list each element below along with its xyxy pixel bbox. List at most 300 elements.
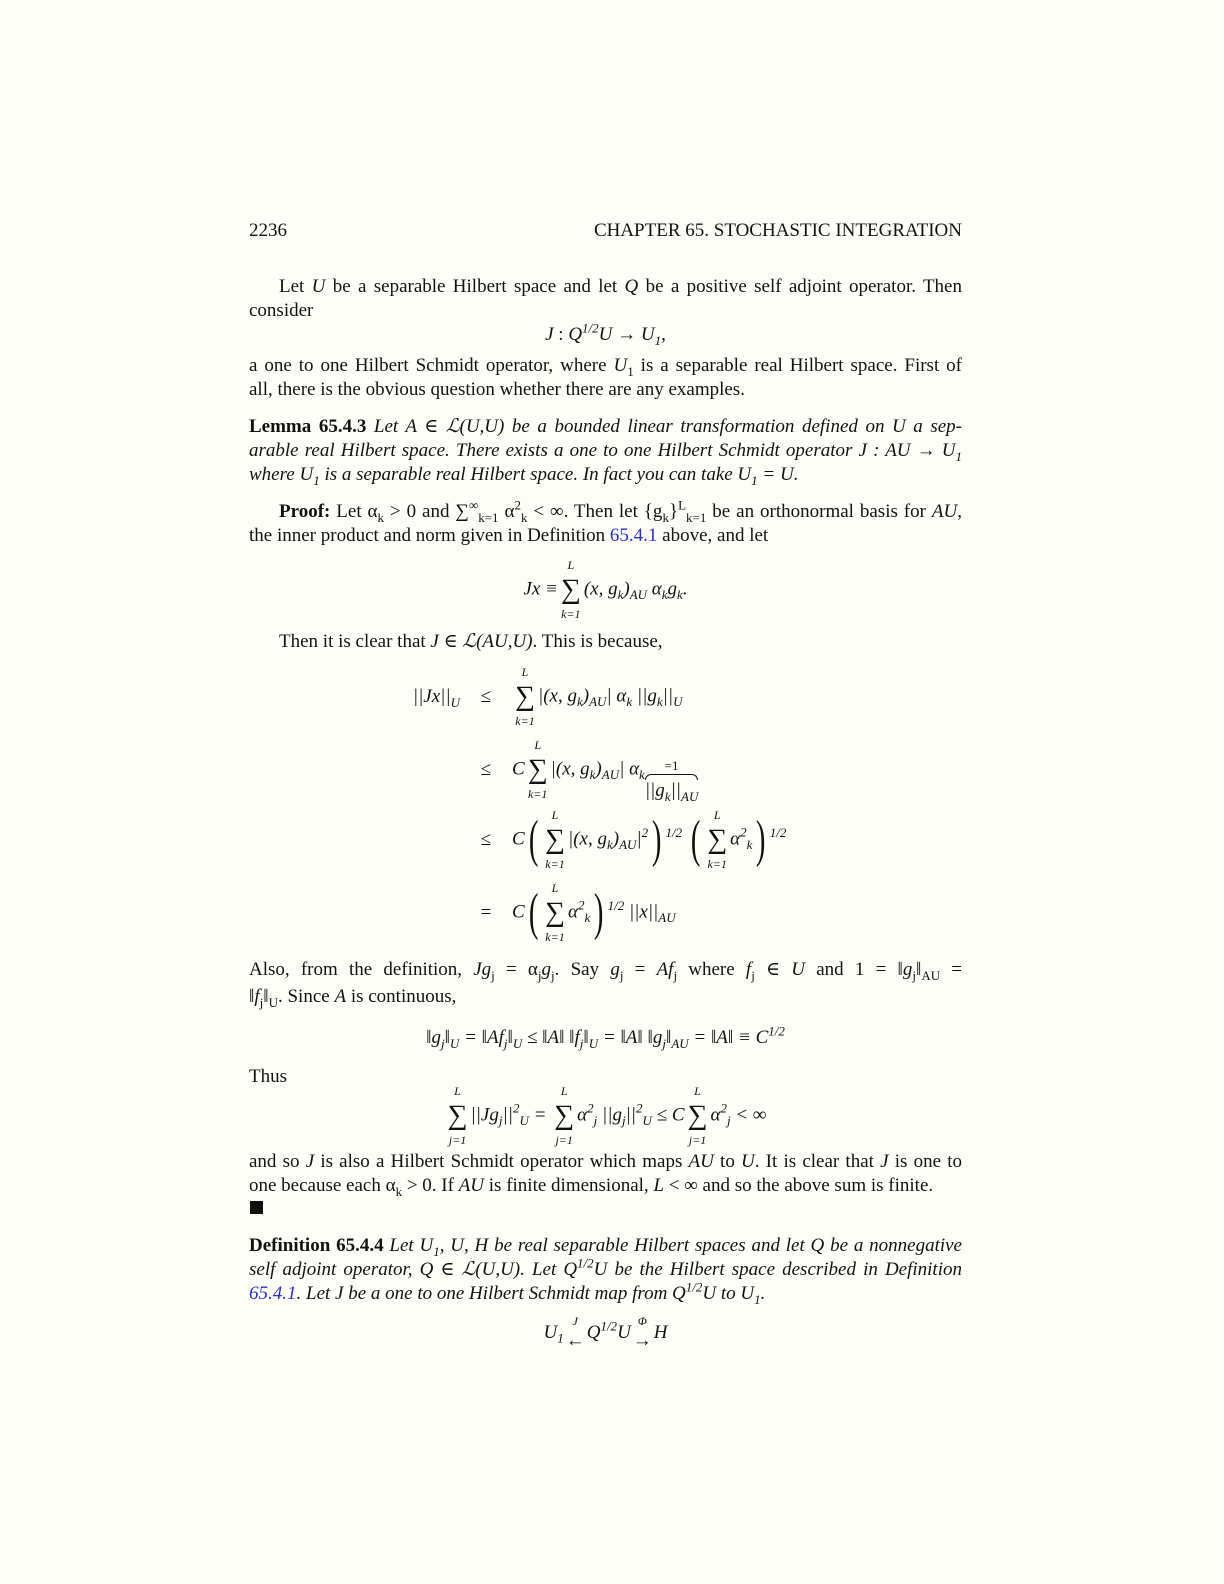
text-segment: . This is because, (532, 631, 663, 652)
sub-superscript (636, 1101, 652, 1129)
text-segment: |(x, g (567, 828, 607, 850)
text-segment: AU (458, 1175, 485, 1196)
paragraph-line (249, 354, 962, 378)
text-segment: be a positive self adjoint operator. Then (638, 276, 962, 297)
text-segment: < ∞ and so the above sum is finite. (664, 1175, 934, 1196)
subscript: 1 (955, 448, 962, 464)
sum-upper-limit: L (551, 808, 559, 822)
text-segment: α (730, 828, 741, 850)
subscript: k (377, 509, 384, 525)
paragraph-line (249, 985, 962, 1009)
text-segment: ‖ (583, 1027, 589, 1048)
subscript: j (579, 1035, 584, 1051)
align-rhs (512, 665, 682, 729)
text-segment: one because each α (249, 1175, 396, 1196)
superscript: 2 (720, 1101, 727, 1117)
text-segment: f (254, 986, 260, 1007)
text-segment: ||Jx|| (412, 686, 451, 707)
subscript: k (656, 694, 663, 710)
text-segment: < ∞. Then let {g (527, 501, 663, 522)
subscript: k (584, 910, 591, 926)
text-segment: be a separable Hilbert space and let (325, 276, 625, 297)
text-segment: Q (586, 1321, 601, 1343)
arrow-label: Φ (637, 1314, 647, 1328)
sub-superscript (678, 497, 707, 525)
align-rhs (512, 881, 676, 945)
sum-lower-limit: k=1 (515, 714, 535, 728)
cross-reference-link[interactable]: 65.4.1 (609, 525, 658, 546)
summation (688, 1084, 708, 1148)
proof-line (249, 497, 962, 525)
superscript: 1/2 (582, 320, 599, 336)
paragraph-line (249, 299, 962, 323)
text-segment: arable real Hilbert space. There exists a one to one Hilbert Schmidt operator J : AU → U (249, 440, 956, 461)
paragraph-line (249, 630, 962, 654)
text-segment: is one to (888, 1151, 962, 1172)
text-segment: is also a Hilbert Schmidt operator which maps (314, 1151, 689, 1172)
subscript: 1 (751, 472, 758, 488)
sigma-symbol: ∑ (447, 1100, 468, 1131)
text-segment: is a separable real Hilbert space. In fact you can take U (319, 464, 752, 485)
subscript: AU (671, 1035, 689, 1051)
superscript: 2 (641, 825, 649, 841)
align-row (380, 808, 786, 872)
sigma-symbol: ∑ (545, 897, 565, 928)
text-segment: g (610, 959, 620, 980)
text-segment: Let (279, 276, 312, 297)
text-segment: } (668, 501, 679, 522)
lemma-statement (249, 415, 962, 439)
sum-upper-limit: L (560, 1084, 568, 1098)
superscript: ∞ (468, 497, 479, 513)
display-equation (249, 558, 962, 622)
text-segment: L (653, 1175, 665, 1196)
subscript: AU (658, 910, 676, 926)
sum-lower-limit: k=1 (707, 857, 727, 871)
text-segment: α (567, 901, 578, 923)
subscript: AU (619, 837, 637, 853)
text-segment: : (553, 324, 569, 345)
text-segment: U (598, 324, 613, 345)
subscript: k (395, 1183, 403, 1199)
sigma-symbol: ∑ (707, 824, 728, 855)
subscript: j (673, 967, 678, 983)
sigma-symbol: ∑ (545, 824, 565, 855)
sum-lower-limit: k=1 (527, 787, 548, 801)
text-segment: Also, from the definition, (249, 959, 474, 980)
text-segment: Proof: (279, 501, 331, 522)
sum-upper-limit: L (534, 738, 542, 752)
sum-upper-limit: L (521, 665, 529, 679)
page-number: 2236 (249, 220, 287, 241)
subscript: 1 (754, 1291, 761, 1307)
summation (561, 558, 581, 622)
subscript: k (626, 694, 633, 710)
subscript: 1 (627, 363, 634, 379)
text-segment: = (940, 959, 963, 980)
text-segment: |(x, g (550, 758, 590, 780)
subscript: AU (921, 967, 941, 983)
text-segment: α (498, 501, 515, 522)
sub-superscript (587, 1101, 598, 1129)
relation: = (480, 902, 492, 923)
subscript: j (551, 967, 555, 983)
text-segment: g (902, 959, 913, 980)
sum-upper-limit: L (567, 558, 575, 572)
paragraph-line (249, 1150, 962, 1174)
display-equation (249, 1084, 962, 1148)
text-segment: . Since (277, 986, 335, 1007)
text-segment: above, and let (657, 525, 769, 546)
text-segment: U (741, 1151, 755, 1172)
summation (554, 1084, 574, 1148)
sum-lower-limit: j=1 (555, 1133, 573, 1147)
text-segment: , (661, 324, 666, 345)
subscript: U (519, 1113, 529, 1129)
text-segment: → (612, 324, 641, 345)
align-row (380, 881, 676, 945)
text-segment: J (880, 1151, 889, 1172)
text-segment: || (502, 1104, 513, 1126)
subscript: AU (629, 587, 648, 603)
superscript: 1/2 (665, 825, 683, 841)
text-segment: all, there is the obvious question whether there are any examples. (249, 379, 745, 400)
text-segment: C (512, 758, 525, 780)
display-equation (249, 1314, 962, 1353)
text-segment: . (682, 578, 688, 600)
running-header (249, 220, 962, 242)
superscript: 1/2 (607, 898, 625, 914)
text-segment: J (305, 1151, 315, 1172)
text-segment: J ∈ ℒ(AU,U) (430, 631, 533, 652)
text-segment: = ‖A‖ ‖g (598, 1027, 663, 1048)
sub-superscript (512, 1101, 529, 1129)
text-segment (682, 828, 687, 849)
text-segment: ‖ (444, 1027, 450, 1048)
big-parenthesis: ) (594, 884, 604, 941)
subscript: k (661, 587, 668, 603)
subscript: j (537, 967, 542, 983)
paragraph-line (249, 1174, 962, 1198)
text-segment: Definition 65.4.4 (249, 1235, 384, 1256)
subscript: j (726, 1113, 731, 1129)
sigma-symbol: ∑ (554, 1100, 575, 1131)
subscript: k (520, 509, 528, 525)
text-segment: Q (568, 324, 583, 345)
summation (448, 1084, 468, 1148)
text-segment: Let α (330, 501, 378, 522)
superscript: 2 (740, 825, 747, 841)
superscript: L (678, 497, 687, 513)
text-segment: ≤ C (651, 1104, 685, 1126)
definition-statement (249, 1234, 962, 1258)
text-segment: ‖ (665, 1027, 672, 1048)
relation: ≤ (480, 686, 492, 707)
align-row (380, 738, 698, 802)
text-segment: ‖ (915, 959, 922, 980)
arrow-icon: ← (565, 1330, 585, 1351)
text-segment: ) (595, 758, 602, 780)
subscript: j (621, 1113, 626, 1129)
sum-lower-limit: k=1 (545, 857, 565, 871)
text-segment: C (512, 901, 525, 923)
superscript: 2 (577, 898, 585, 914)
superscript: 2 (636, 1101, 643, 1117)
subscript: j (259, 994, 264, 1010)
sum-upper-limit: L (713, 808, 721, 822)
text-segment: H (653, 1321, 668, 1343)
text-segment: . Say (554, 959, 611, 980)
arrow-label: J (572, 1314, 578, 1328)
text-segment: (x, g (583, 578, 618, 600)
overbrace-content (645, 780, 699, 802)
text-segment: is finite dimensional, (484, 1175, 654, 1196)
text-segment: . Let J be a one to one Hilbert Schmidt map from Q (296, 1283, 686, 1304)
subscript: j (503, 1035, 508, 1051)
text-segment: U be the Hilbert space described in Definition (593, 1259, 962, 1280)
sub-superscript (720, 1101, 731, 1129)
subscript: U (449, 1035, 460, 1051)
text-segment: g (541, 959, 552, 980)
subscript: U (268, 994, 278, 1010)
text-segment: AU (931, 501, 958, 522)
text-segment: U (543, 1321, 558, 1343)
text-segment: | (636, 828, 642, 850)
subscript: k (589, 767, 596, 783)
sum-lower-limit: k=1 (561, 607, 581, 621)
superscript: 1/2 (768, 1023, 785, 1039)
text-segment: is continuous, (346, 986, 457, 1007)
superscript: 2 (512, 1101, 520, 1117)
text-segment: Let U (383, 1235, 434, 1256)
sub-superscript (740, 825, 753, 853)
sub-superscript (468, 497, 499, 525)
chapter-title: CHAPTER 65. STOCHASTIC INTEGRATION (593, 220, 962, 241)
subscript: j (593, 1113, 598, 1129)
align-rhs (512, 808, 786, 872)
text-segment: = ‖A‖ ≡ C (688, 1027, 769, 1048)
summation (707, 808, 727, 872)
text-segment: Af (656, 959, 674, 980)
subscript: 1 (557, 1330, 564, 1346)
cross-reference-link[interactable]: 65.4.1 (249, 1283, 297, 1304)
text-segment: < ∞ (730, 1104, 767, 1126)
text-segment: Lemma 65.4.3 (249, 416, 367, 437)
paragraph-line (249, 378, 962, 402)
text-segment: AU (688, 1151, 714, 1172)
sum-upper-limit: L (694, 1084, 701, 1098)
subscript: 1 (654, 332, 662, 348)
align-rhs (512, 738, 698, 802)
text-segment: where (677, 959, 746, 980)
sigma-symbol: ∑ (687, 1100, 708, 1131)
subscript: j (440, 1035, 445, 1051)
subscript: k=1 (686, 509, 707, 525)
text-segment: Thus (249, 1066, 287, 1087)
text-segment: consider (249, 300, 314, 321)
superscript: 1/2 (769, 825, 787, 841)
text-segment: = (528, 1104, 552, 1126)
superscript: 1/2 (685, 1279, 703, 1295)
text-segment: U (640, 324, 655, 345)
summation (528, 738, 548, 802)
summation (515, 665, 535, 729)
text-segment: g (667, 578, 678, 600)
text-segment: A (334, 986, 347, 1007)
subscript: j (491, 967, 495, 983)
proof-line (249, 524, 962, 548)
subscript: k (664, 788, 671, 804)
sub-superscript (514, 497, 528, 525)
big-parenthesis: ( (690, 811, 701, 868)
display-equation (249, 320, 962, 348)
text-segment: Then it is clear that (279, 631, 431, 652)
subscript: j (912, 967, 916, 983)
labeled-arrow (633, 1314, 652, 1353)
text-segment: ) (612, 828, 620, 850)
relation: ≤ (480, 829, 492, 850)
superscript: 2 (514, 497, 521, 513)
text-segment: > 0 and ∑ (384, 501, 469, 522)
text-segment: | α (619, 758, 640, 780)
text-segment: ||Jg (470, 1104, 499, 1126)
subscript: U (512, 1035, 523, 1051)
subscript: k (606, 837, 613, 853)
text-segment: || (625, 1104, 637, 1126)
text-segment: α (647, 578, 662, 600)
text-segment: || (670, 780, 682, 801)
text-segment: U (613, 355, 628, 376)
subscript: j (498, 1113, 503, 1129)
sum-upper-limit: L (551, 881, 559, 895)
labeled-arrow (566, 1314, 585, 1353)
subscript: AU (601, 767, 620, 783)
definition-statement (249, 1255, 962, 1282)
sigma-symbol: ∑ (527, 754, 548, 785)
text-segment: C (512, 828, 525, 850)
text-segment: U (617, 1321, 631, 1343)
text-segment: = α (494, 959, 538, 980)
text-segment: , U, H be real separable Hilbert spaces and let Q be a nonnegative (439, 1235, 962, 1256)
text-segment: Q (624, 276, 639, 297)
sum-lower-limit: k=1 (545, 930, 565, 944)
text-segment: where U (249, 464, 314, 485)
text-segment: to (713, 1151, 742, 1172)
subscript: k (677, 587, 683, 603)
text-segment: || (662, 685, 674, 707)
text-segment: ||g (597, 1104, 622, 1126)
text-segment: and 1 = ‖ (805, 959, 903, 980)
subscript: j (619, 967, 624, 983)
text-segment: = ‖Af (459, 1027, 504, 1048)
subscript: k (639, 767, 645, 783)
text-segment: a one to one Hilbert Schmidt operator, where (249, 355, 614, 376)
text-segment: ‖ (249, 986, 255, 1007)
text-segment: ‖ (263, 986, 269, 1007)
subscript: 1 (433, 1243, 440, 1259)
qed-square-icon (250, 1201, 263, 1214)
overbrace (645, 758, 699, 802)
subscript: k (617, 587, 624, 603)
sum-lower-limit: j=1 (448, 1133, 467, 1147)
text-segment: self adjoint operator, Q ∈ ℒ(U,U). Let Q (249, 1259, 578, 1280)
subscript: U (673, 694, 683, 710)
subscript: k=1 (478, 509, 499, 525)
overbrace-label: =1 (664, 758, 679, 773)
subscript: j (751, 967, 755, 983)
arrow-icon: → (632, 1330, 652, 1351)
subscript: 1 (313, 472, 320, 488)
summation (545, 881, 565, 945)
text-segment: α (577, 1104, 588, 1126)
text-segment: ) (623, 578, 630, 600)
text-segment: J (545, 324, 554, 345)
lemma-statement (249, 439, 962, 463)
sigma-symbol: ∑ (560, 574, 581, 605)
text-segment: ||g (644, 780, 665, 801)
summation (545, 808, 565, 872)
subscript: AU (681, 788, 699, 804)
text-segment: the inner product and norm given in Definition (249, 525, 610, 546)
subscript: j (662, 1035, 666, 1051)
paragraph-line (249, 275, 962, 299)
text-segment: Jg (473, 959, 492, 980)
sum-upper-limit: L (454, 1084, 461, 1098)
text-segment: be an orthonormal basis for (706, 501, 932, 522)
paragraph-line (249, 958, 962, 982)
superscript: 2 (587, 1101, 594, 1117)
big-parenthesis: ( (528, 884, 539, 941)
text-segment: is a separable real Hilbert space. First of (633, 355, 963, 376)
text-segment: , (957, 501, 962, 522)
relation: ≤ (480, 759, 492, 780)
text-segment: ‖ (507, 1027, 513, 1048)
sub-superscript (577, 898, 591, 926)
definition-statement (249, 1279, 962, 1307)
text-segment: ||g (632, 685, 657, 707)
text-segment: α (710, 1104, 721, 1126)
big-parenthesis: ) (756, 811, 766, 868)
subscript: U (642, 1113, 652, 1129)
text-segment: = U. (757, 464, 799, 485)
subscript: U (450, 694, 460, 710)
sum-lower-limit: j=1 (688, 1133, 707, 1147)
text-segment: ‖g (426, 1027, 441, 1048)
subscript: AU (589, 694, 607, 710)
lemma-statement (249, 463, 962, 487)
text-segment: ≤ ‖A‖ ‖f (522, 1027, 580, 1048)
text-segment: and so (249, 1151, 306, 1172)
superscript: 1/2 (600, 1318, 618, 1334)
text-segment: f (745, 959, 752, 980)
text-segment: U (791, 959, 806, 980)
text-segment: |(x, g (537, 685, 577, 707)
align-lhs (380, 686, 460, 708)
text-segment: ) (582, 685, 590, 707)
text-segment: ∈ (754, 959, 792, 980)
subscript: k (746, 837, 753, 853)
text-segment: | α (606, 685, 627, 707)
text-segment: ||x|| (624, 901, 659, 923)
text-segment: . (760, 1283, 766, 1304)
display-equation (249, 1023, 962, 1051)
subscript: k (662, 509, 669, 525)
align-row (380, 665, 682, 729)
text-segment: U (311, 276, 326, 297)
subscript: U (588, 1035, 599, 1051)
big-parenthesis: ( (528, 811, 539, 868)
superscript: 1/2 (577, 1255, 594, 1271)
